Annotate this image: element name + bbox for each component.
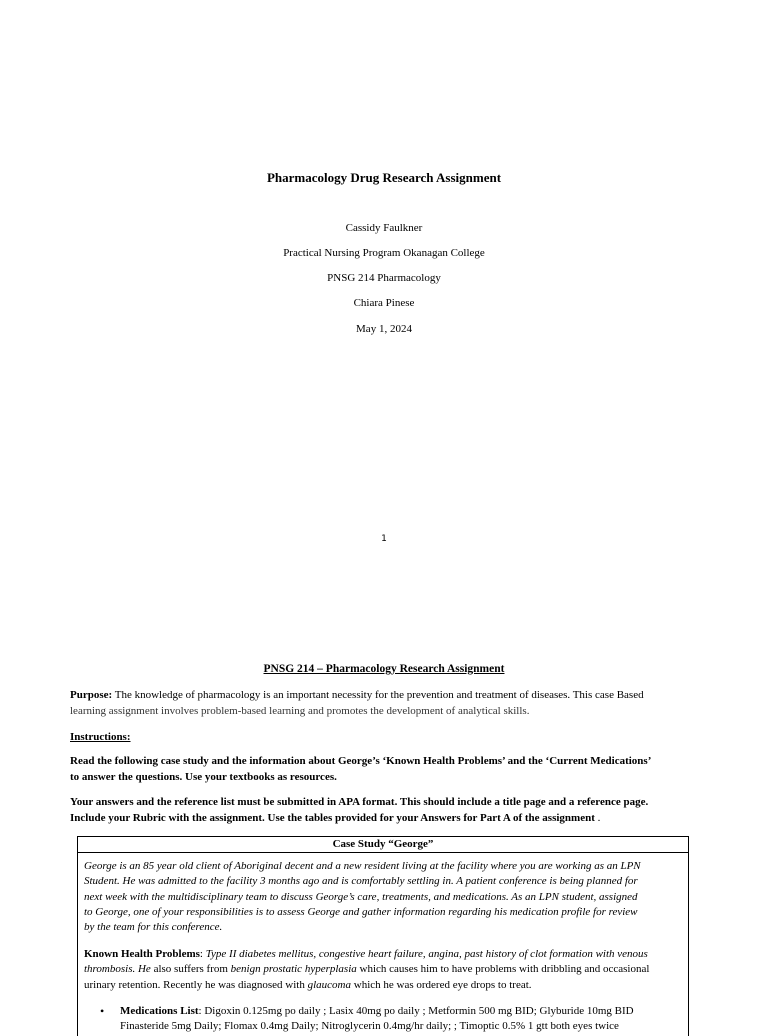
case-study-title: Case Study “George” bbox=[78, 836, 688, 853]
known-italic-2: thrombosis. He bbox=[84, 963, 151, 976]
submission-date: May 1, 2024 bbox=[356, 323, 412, 335]
course-name: PNSG 214 Pharmacology bbox=[327, 272, 441, 284]
case-line-5: by the team for this conference. bbox=[84, 921, 223, 934]
case-study-box bbox=[77, 836, 689, 1036]
author-name: Cassidy Faulkner bbox=[345, 222, 423, 234]
known-b: also suffers from bbox=[150, 963, 231, 976]
known-c: which causes him to have problems with dribbling and occasional bbox=[356, 963, 650, 976]
page-title: Pharmacology Drug Research Assignment bbox=[266, 170, 502, 185]
program-name: Practical Nursing Program Okanagan College bbox=[283, 247, 485, 259]
instructions-label: Instructions: bbox=[70, 731, 131, 743]
known-d: urinary retention. Recently he was diagnosed with bbox=[84, 978, 308, 991]
instruction-2a: Your answers and the reference list must be submitted in APA format. This should include a title page and a reference page. bbox=[70, 796, 649, 808]
assignment-heading bbox=[0, 663, 768, 675]
known-label: Known Health Problems bbox=[84, 948, 200, 960]
known-health-problems bbox=[84, 947, 682, 993]
case-line-1: George is an 85 year old client of Aboriginal decent and a new resident living at the facility where you are working as an LPN bbox=[84, 860, 641, 872]
known-e: which he was ordered eye drops to treat. bbox=[351, 978, 532, 991]
purpose-paragraph bbox=[70, 687, 700, 719]
known-a: : bbox=[199, 948, 206, 960]
purpose-text-a: The knowledge of pharmacology is an important necessity for the prevention and treatment of diseases. This case Based bbox=[112, 689, 644, 701]
purpose-label: Purpose: bbox=[70, 689, 113, 701]
case-line-2: Student. He was admitted to the facility 3 months ago and is comfortably settling in. A patient conference is being planned for bbox=[84, 875, 638, 888]
purpose-text-b: learning assignment involves problem-based learning and promotes the development of analytical skills. bbox=[70, 705, 530, 717]
instruction-1b: to answer the questions. Use your textbooks as resources. bbox=[70, 771, 337, 783]
meds-label: Medications List bbox=[120, 1005, 199, 1017]
known-italic-1: Type II diabetes mellitus, congestive heart failure, angina, past history of clot formation with venous bbox=[205, 948, 648, 960]
medications-list bbox=[102, 1004, 682, 1035]
bullet-icon: • bbox=[100, 1004, 105, 1018]
meds-line-2: Finasteride 5mg Daily; Flomax 0.4mg Daily; Nitroglycerin 0.4mg/hr daily; ; Timoptic 0.5% 1 gtt both eyes twice bbox=[120, 1020, 619, 1033]
assignment-heading-text: PNSG 214 – Pharmacology Research Assignment bbox=[263, 663, 505, 675]
instruction-2 bbox=[70, 794, 700, 826]
meds-line-1: : Digoxin 0.125mg po daily ; Lasix 40mg po daily ; Metformin 500 mg BID; Glyburide 10mg BID bbox=[198, 1005, 634, 1017]
instruction-2c: . bbox=[594, 812, 601, 824]
case-line-3: next week with the multidisciplinary team to discuss George’s care, treatments, and medications. As an LPN student, assigned bbox=[84, 890, 638, 903]
case-line-4: to George, one of your responsibilities is to assess George and gather information regarding his medication profile for review bbox=[84, 905, 638, 918]
instruction-1 bbox=[70, 753, 700, 785]
known-italic-4: glaucoma bbox=[307, 978, 351, 991]
instructor-name: Chiara Pinese bbox=[353, 297, 415, 309]
page-number: 1 bbox=[381, 534, 387, 544]
medications-text bbox=[120, 1004, 682, 1035]
case-study-body bbox=[84, 859, 682, 935]
known-italic-3: benign prostatic hyperplasia bbox=[230, 963, 357, 976]
instruction-1a: Read the following case study and the information about George’s ‘Known Health Problems’ and the ‘Current Medications’ bbox=[70, 755, 652, 767]
instruction-2b: Include your Rubric with the assignment. Use the tables provided for your Answers for Part A of the assignment bbox=[70, 812, 595, 824]
